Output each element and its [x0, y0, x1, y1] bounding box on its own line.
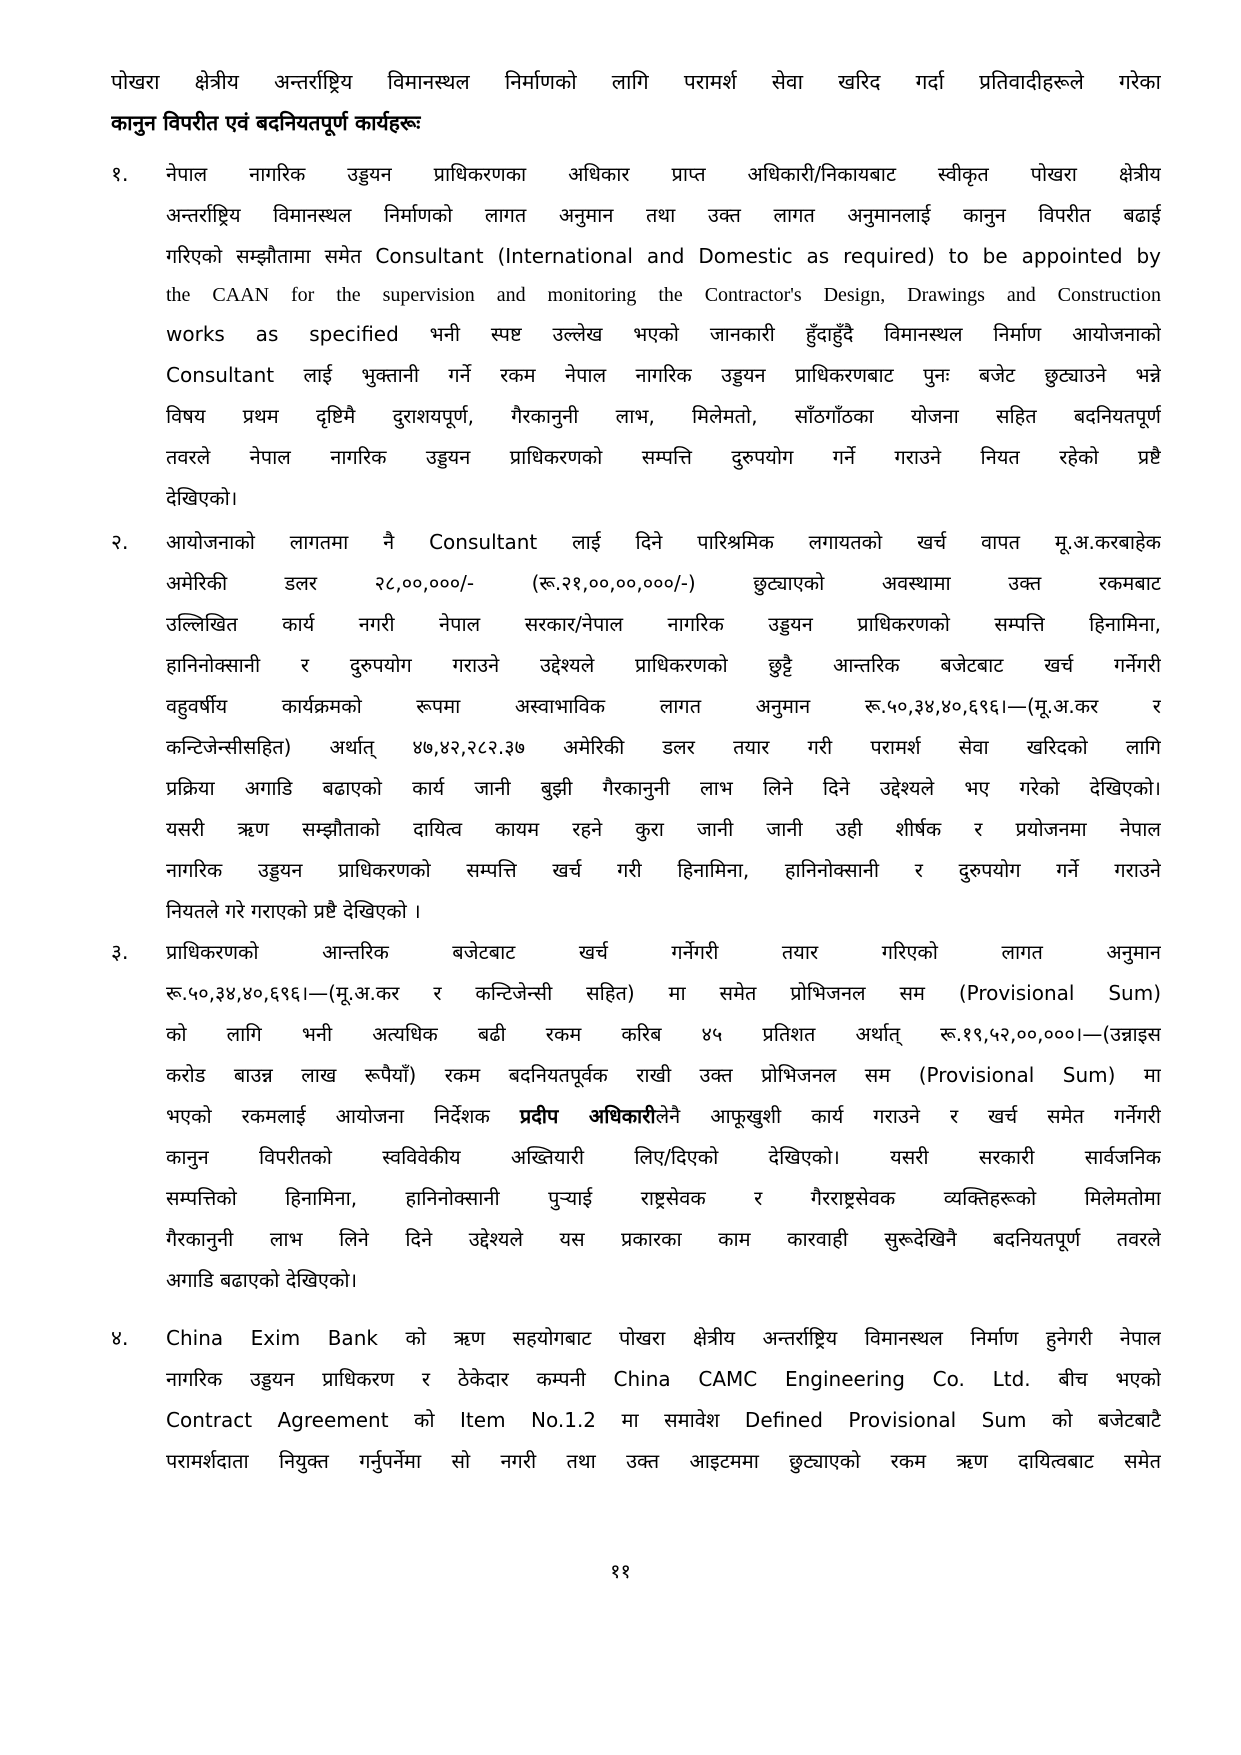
item-line: गैरकानुनी लाभ लिने दिने उद्देश्यले यस प्रकारका काम कारवाही सुरूदेखिनै बदनियतपूर्ण तवरले: [166, 1227, 1161, 1251]
item-line: प्रक्रिया अगाडि बढाएको कार्य जानी बुझी गैरकानुनी लाभ लिने दिने उद्देश्यले भए गरेको देखिएको।: [166, 776, 1161, 800]
item-line: देखिएको।: [166, 486, 238, 510]
item-line: the CAAN for the supervision and monitoring the Contractor's Design, Drawings and Construction: [166, 284, 1161, 306]
item-line: विषय प्रथम दृष्टिमै दुराशयपूर्ण, गैरकानुनी लाभ, मिलेमतो, साँठगाँठका योजना सहित बदनियतपूर्ण: [166, 404, 1161, 428]
heading-line-1: पोखरा क्षेत्रीय अन्तर्राष्ट्रिय विमानस्थल निर्माणको लागि परामर्श सेवा खरिद गर्दा प्रतिवादीहरूले गरेका: [111, 70, 1161, 94]
item-line: को लागि भनी अत्यधिक बढी रकम करिब ४५ प्रतिशत अर्थात् रू.१९,५२,००,०००।—(उन्नाइस: [166, 1022, 1161, 1046]
item-line: Consultant लाई भुक्तानी गर्ने रकम नेपाल नागरिक उड्डयन प्राधिकरणबाट पुनः बजेट छुट्याउने भन्ने: [166, 363, 1161, 387]
item-line: नेपाल नागरिक उड्डयन प्राधिकरणका अधिकार प्राप्त अधिकारी/निकायबाट स्वीकृत पोखरा क्षेत्रीय: [166, 162, 1161, 186]
item-line: हानिनोक्सानी र दुरुपयोग गराउने उद्देश्यले प्राधिकरणको छुट्टै आन्तरिक बजेटबाट खर्च गर्नेगरी: [166, 653, 1161, 677]
item-line: China Exim Bank को ऋण सहयोगबाट पोखरा क्षेत्रीय अन्तर्राष्ट्रिय विमानस्थल निर्माण हुनेगरी नेपाल: [166, 1326, 1161, 1350]
item-line: गरिएको सम्झौतामा समेत Consultant (International and Domestic as required) to be appointed by: [166, 244, 1161, 268]
item-number: ३.: [111, 940, 129, 964]
item-body: [166, 154, 1161, 519]
item-body: [166, 932, 1161, 1301]
bold-person-name: प्रदीप अधिकारी: [519, 1104, 656, 1128]
item-line: तवरले नेपाल नागरिक उड्डयन प्राधिकरणको सम्पत्ति दुरुपयोग गर्ने गराउने नियत रहेको प्रष्टै: [166, 445, 1161, 469]
item-line: अमेरिकी डलर २८,००,०००/- (रू.२१,००,००,०००/-) छुट्याएको अवस्थामा उक्त रकमबाट: [166, 571, 1161, 595]
item-line: नागरिक उड्डयन प्राधिकरण र ठेकेदार कम्पनी China CAMC Engineering Co. Ltd. बीच भएको: [166, 1367, 1161, 1391]
item-line: परामर्शदाता नियुक्त गर्नुपर्नेमा सो नगरी तथा उक्त आइटममा छुट्याएको रकम ऋण दायित्वबाट समेत: [166, 1449, 1161, 1473]
heading-line-2: कानुन विपरीत एवं बदनियतपूर्ण कार्यहरूः: [111, 111, 421, 135]
item-number: १.: [111, 162, 129, 186]
section-heading: [111, 62, 1161, 144]
item-line: उल्लिखित कार्य नगरी नेपाल सरकार/नेपाल नागरिक उड्डयन प्राधिकरणको सम्पत्ति हिनामिना,: [166, 612, 1161, 636]
item-line: कानुन विपरीतको स्वविवेकीय अख्तियारी लिए/दिएको देखिएको। यसरी सरकारी सार्वजनिक: [166, 1145, 1161, 1169]
item-line: यसरी ऋण सम्झौताको दायित्व कायम रहने कुरा जानी जानी उही शीर्षक र प्रयोजनमा नेपाल: [166, 817, 1161, 841]
item-number: २.: [111, 530, 129, 554]
item-number: ४.: [111, 1326, 129, 1350]
item-line: प्राधिकरणको आन्तरिक बजेटबाट खर्च गर्नेगरी तयार गरिएको लागत अनुमान: [166, 940, 1161, 964]
item-line-with-bold-name: भएको रकमलाई आयोजना निर्देशक प्रदीप अधिकारीलेनै आफूखुशी कार्य गराउने र खर्च समेत गर्नेगरी: [166, 1104, 1161, 1128]
item-line: अन्तर्राष्ट्रिय विमानस्थल निर्माणको लागत अनुमान तथा उक्त लागत अनुमानलाई कानुन विपरीत बढाई: [166, 203, 1161, 227]
item-line: वहुवर्षीय कार्यक्रमको रूपमा अस्वाभाविक लागत अनुमान रू.५०,३४,४०,६९६।—(मू.अ.कर र: [166, 694, 1161, 718]
item-line: सम्पत्तिको हिनामिना, हानिनोक्सानी पुऱ्याई राष्ट्रसेवक र गैरराष्ट्रसेवक व्यक्तिहरूको मिलेमतोमा: [166, 1186, 1161, 1210]
item-line: works as specified भनी स्पष्ट उल्लेख भएको जानकारी हुँदाहुँदै विमानस्थल निर्माण आयोजनाको: [166, 322, 1161, 346]
page-number: ११: [610, 1559, 631, 1583]
item-line: रू.५०,३४,४०,६९६।—(मू.अ.कर र कन्टिजेन्सी सहित) मा समेत प्रोभिजनल सम (Provisional Sum): [166, 981, 1161, 1005]
item-line: Contract Agreement को Item No.1.2 मा समावेश Defined Provisional Sum को बजेटबाटै: [166, 1408, 1161, 1432]
item-line: नियतले गरे गराएको प्रष्टै देखिएको ।: [166, 899, 421, 923]
item-line: नागरिक उड्डयन प्राधिकरणको सम्पत्ति खर्च गरी हिनामिना, हानिनोक्सानी र दुरुपयोग गर्ने गराउने: [166, 858, 1161, 882]
item-line: आयोजनाको लागतमा नै Consultant लाई दिने पारिश्रमिक लगायतको खर्च वापत मू.अ.करबाहेक: [166, 530, 1161, 554]
item-body: [166, 522, 1161, 932]
item-line: अगाडि बढाएको देखिएको।: [166, 1268, 358, 1292]
item-body: [166, 1318, 1161, 1482]
item-line: करोड बाउन्न लाख रूपैयाँ) रकम बदनियतपूर्वक राखी उक्त प्रोभिजनल सम (Provisional Sum) मा: [166, 1063, 1161, 1087]
item-line: कन्टिजेन्सीसहित) अर्थात् ४७,४२,२८२.३७ अमेरिकी डलर तयार गरी परामर्श सेवा खरिदको लागि: [166, 735, 1161, 759]
